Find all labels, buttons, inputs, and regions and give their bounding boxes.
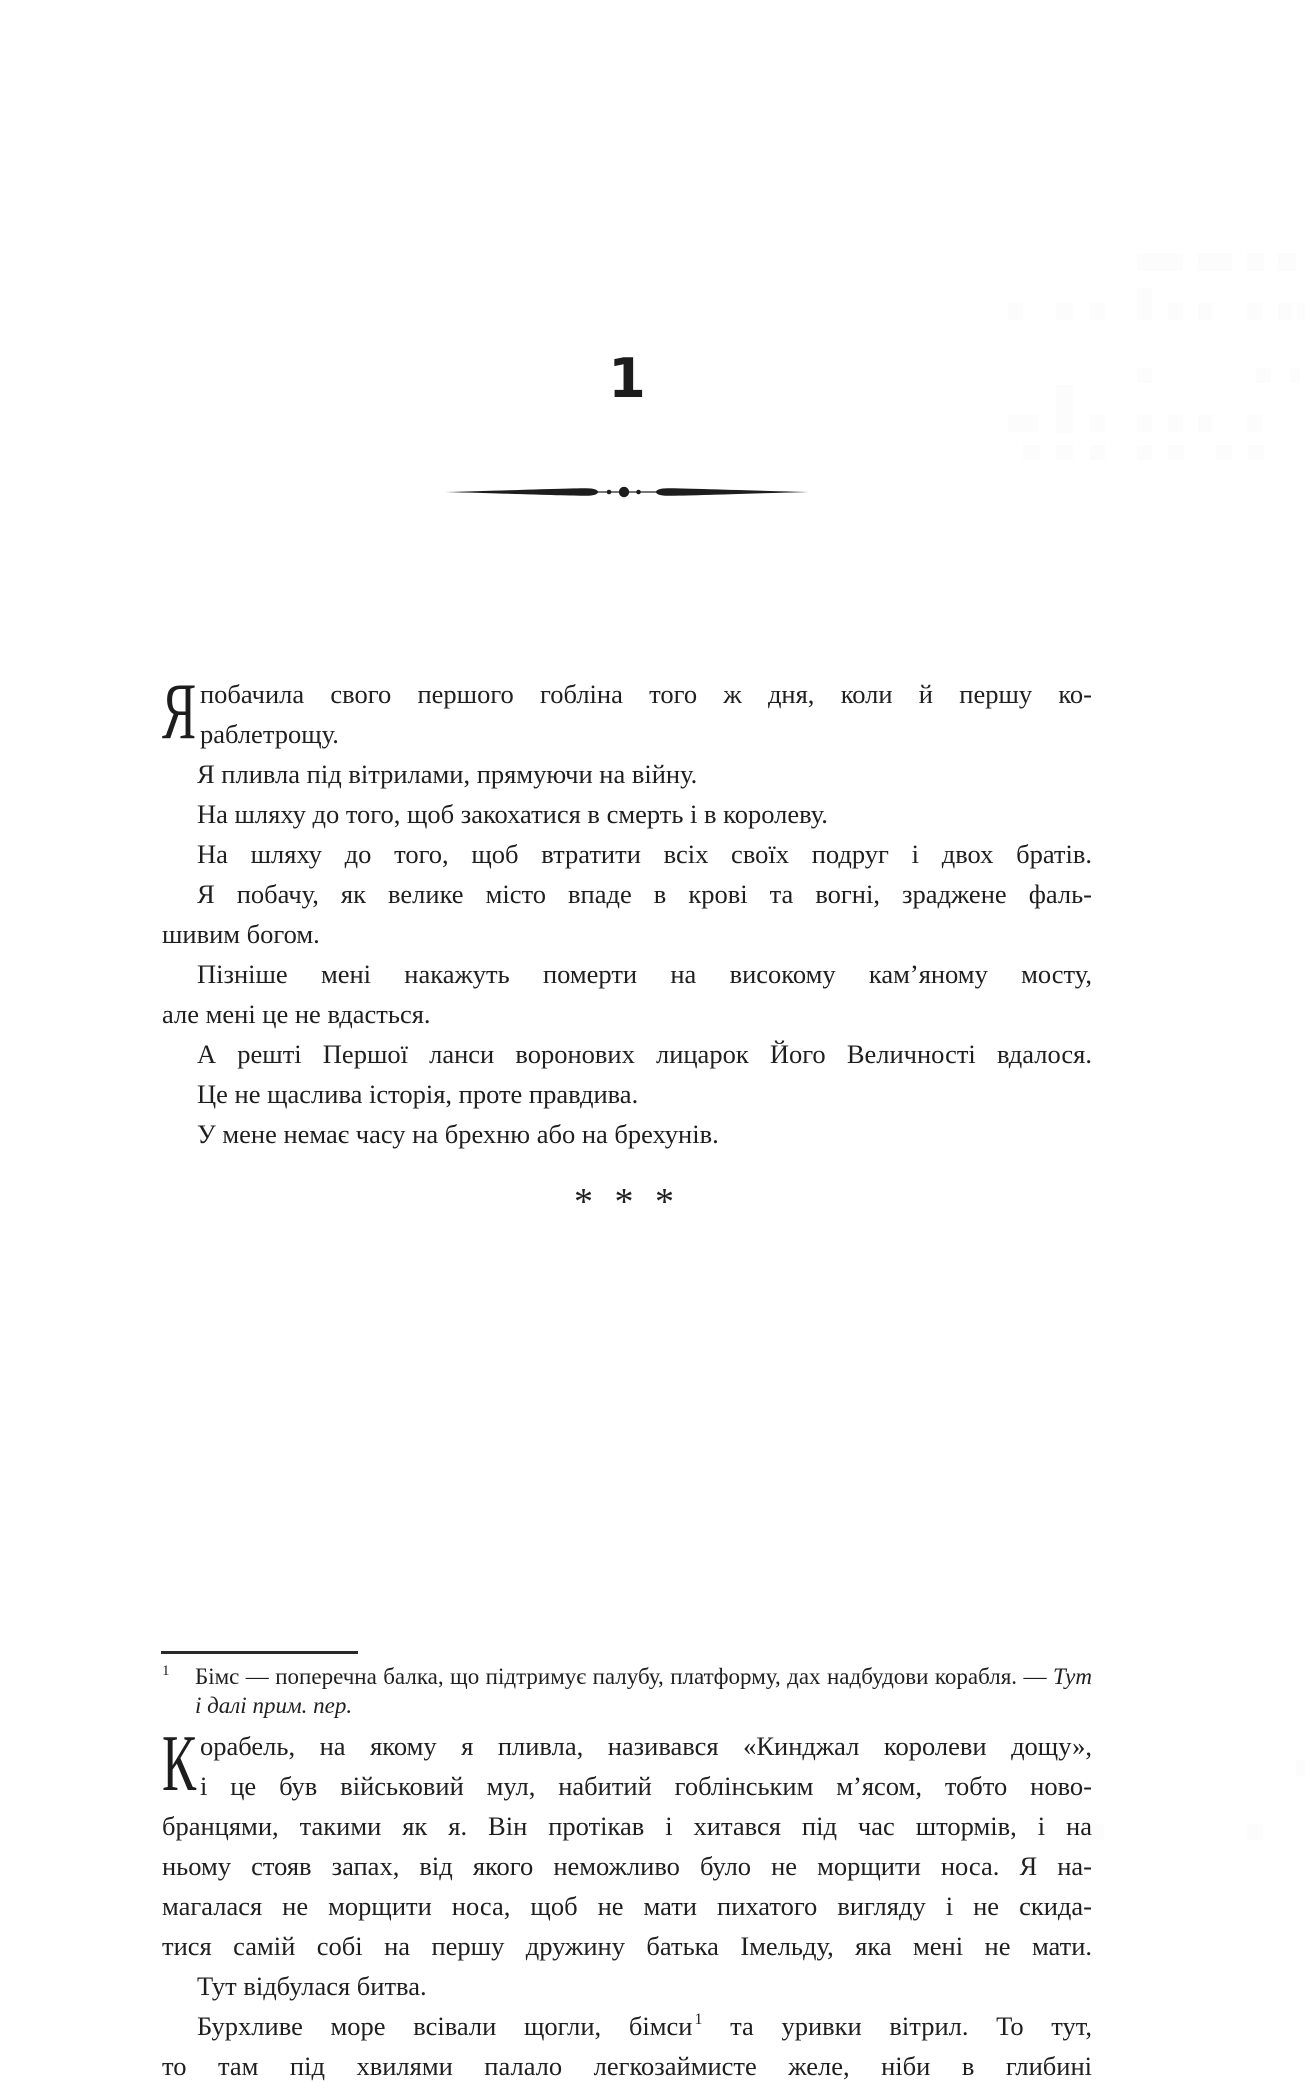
- text-line: [162, 2006, 1092, 2046]
- text-line: На шляху до того, щоб закохатися в смерть і в королеву.: [197, 799, 828, 829]
- paragraph: [162, 1720, 1092, 2086]
- text-line: то там під хвилями палало легкозаймисте желе, ніби в глибині: [162, 2051, 1092, 2081]
- paragraph: [162, 668, 1092, 1154]
- text-line: але мені це не вдасться.: [162, 999, 431, 1029]
- footnote-rule: [161, 1651, 358, 1654]
- footnote-text-italic: і далі прим. пер.: [195, 1693, 353, 1718]
- text-segment: та уривки вітрил. То тут,: [702, 2011, 1092, 2041]
- text-line: магалася не морщити носа, щоб не мати пихатого вигляду і не скида-: [162, 1891, 1092, 1921]
- text-line: і це був військовий мул, набитий гоблінським м’ясом, тобто ново-: [200, 1771, 1092, 1801]
- text-line: побачила свого першого гобліна того ж дня, коли й першу ко-: [200, 679, 1092, 709]
- text-line: ньому стояв запах, від якого неможливо було не морщити носа. Я на-: [162, 1851, 1092, 1881]
- text-line: Я пливла під вітрилами, прямуючи на війну.: [197, 759, 698, 789]
- text-line: На шляху до того, щоб втратити всіх своїх подруг і двох братів.: [197, 839, 1092, 869]
- section-separator: * * *: [574, 1181, 680, 1223]
- footnote: [162, 1662, 1092, 1720]
- footnote-text-italic: Тут: [1052, 1664, 1092, 1689]
- text-line: шивим богом.: [162, 919, 320, 949]
- footnote-line: [195, 1691, 1092, 1720]
- text-line: бранцями, такими як я. Він протікав і хитався під час штормів, і на: [162, 1811, 1092, 1841]
- chapter-number: 1: [608, 347, 646, 410]
- drop-cap: Я: [162, 668, 197, 756]
- drop-cap: К: [162, 1720, 197, 1808]
- text-line: У мене немає часу на брехню або на брехунів.: [197, 1119, 719, 1149]
- text-line: Я побачу, як велике місто впаде в крові та вогні, зраджене фаль-: [197, 879, 1092, 909]
- text-line: Тут відбулася битва.: [197, 1971, 427, 2001]
- footnote-line: [195, 1662, 1092, 1691]
- footnote-text: Бімс — поперечна балка, що підтримує палубу, платформу, дах надбудови корабля. —: [195, 1664, 1053, 1689]
- text-line: тися самій собі на першу дружину батька Імельду, яка мені не мати.: [162, 1931, 1092, 1961]
- chapter-divider-ornament: [445, 484, 809, 500]
- text-line: раблетрощу.: [200, 719, 339, 749]
- footnote-marker: 1: [162, 1663, 170, 1679]
- footnote-reference: 1: [694, 2011, 703, 2028]
- text-segment: Бурхливе море всівали щогли, бімси: [197, 2011, 693, 2041]
- text-line: Пізніше мені накажуть померти на високому кам’яному мосту,: [197, 959, 1092, 989]
- text-line: Це не щаслива історія, проте правдива.: [197, 1079, 639, 1109]
- text-line: А решті Першої ланси воронових лицарок Його Величності вдалося.: [197, 1039, 1092, 1069]
- text-line: орабель, на якому я пливла, називався «Кинджал королеви дощу»,: [200, 1731, 1092, 1761]
